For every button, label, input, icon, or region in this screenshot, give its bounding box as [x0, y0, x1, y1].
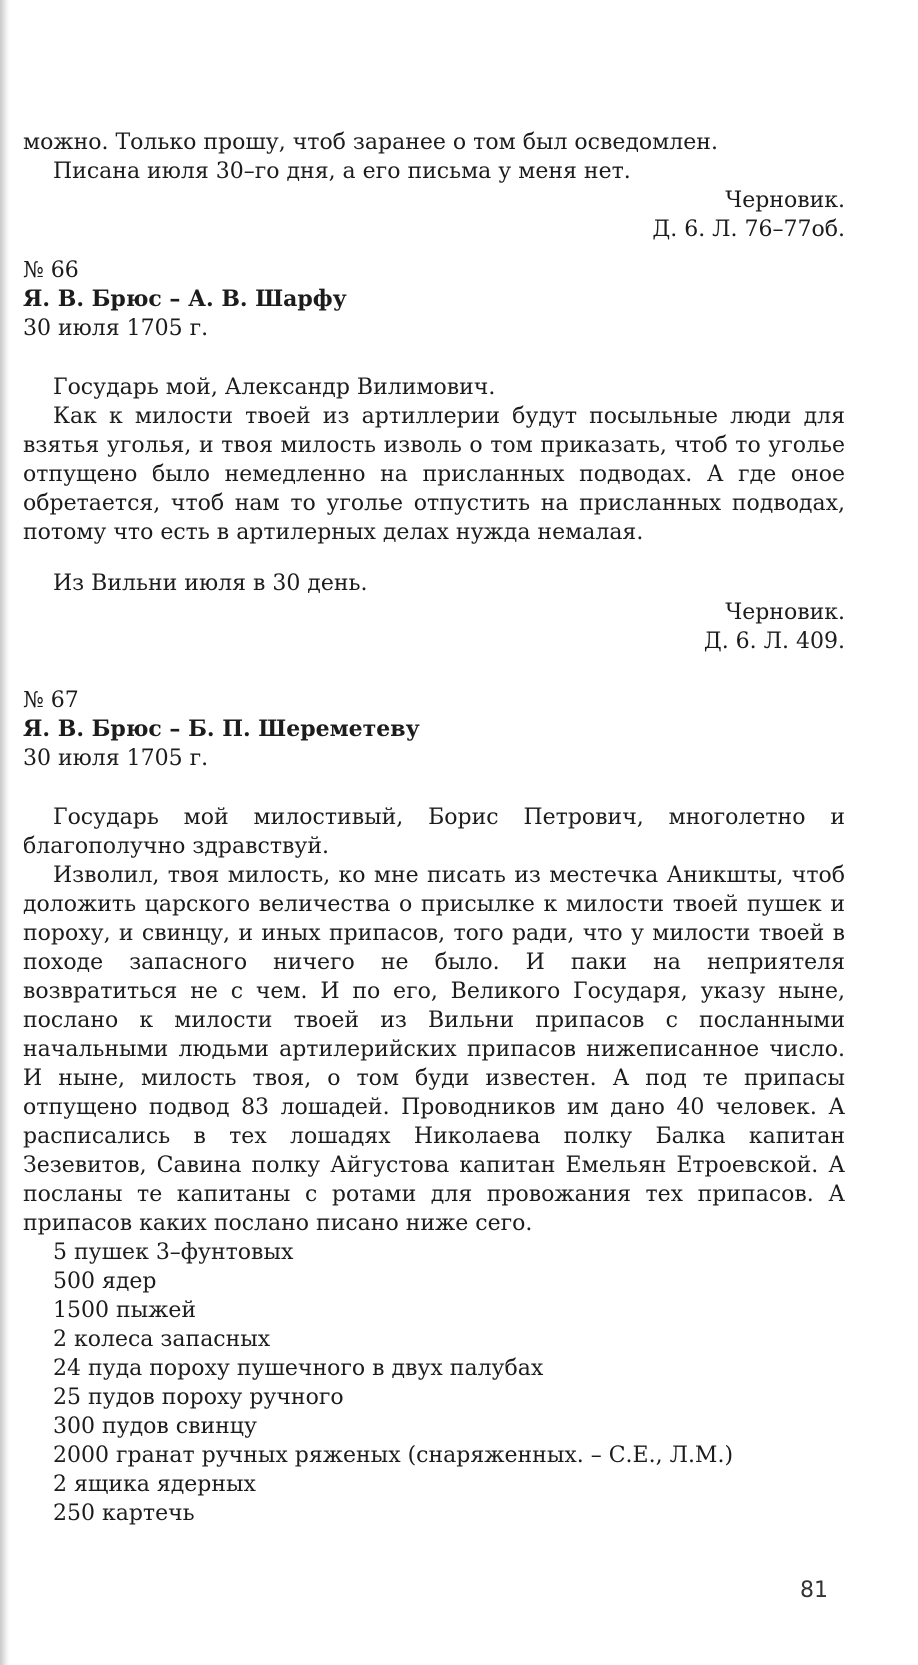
list-item: 5 пушек 3–фунтовых	[53, 1240, 294, 1265]
scan-edge-shadow	[0, 0, 10, 1665]
doc-67-salutation: Государь мой милостивый, Борис Петрович, многолетно и благополучно здравствуй.	[23, 805, 845, 859]
doc-66-closing: Из Вильни июля в 30 день.	[53, 571, 368, 596]
doc-66-salutation: Государь мой, Александр Вилимович.	[53, 375, 496, 400]
document-67	[23, 686, 845, 1528]
list-item: 2 ящика ядерных	[53, 1472, 256, 1497]
doc-67-date: 30 июля 1705 г.	[23, 746, 209, 771]
list-item: 24 пуда пороху пушечного в двух палубах	[53, 1356, 544, 1381]
list-item: 1500 пыжей	[53, 1298, 197, 1323]
list-item: 250 картечь	[53, 1501, 195, 1526]
document-66	[23, 256, 845, 656]
doc-67-number: № 67	[23, 688, 79, 713]
list-item: 25 пудов пороху ручного	[53, 1385, 344, 1410]
list-item: 2000 гранат ручных ряженых (снаряженных. – С.Е., Л.М.)	[53, 1443, 734, 1468]
doc-66-note-ref: Д. 6. Л. 409.	[703, 629, 845, 654]
doc-66-date: 30 июля 1705 г.	[23, 316, 209, 341]
list-item: 500 ядер	[53, 1269, 157, 1294]
doc-67-body: Изволил, твоя милость, ко мне писать из местечка Аникшты, чтоб доложить царского величества о присылке к милости твоей пушек и пороху, и свинцу, и иных припасов, того ради, что у милости твоей в походе запасного ничего не было. И паки на неприятеля возвратиться не с чем. И по его, Великого Государя, указу ныне, послано к милости твоей из Вильни припасов с посланными начальными людьми артилерийских припасов нижеписанное число. И ныне, милость твоя, о том буди известен. А под те припасы отпущено подвод 83 лошадей. Проводников им дано 40 человек. А расписались в тех лошадях Николаева полку Балка капитан Зезевитов, Савина полку Айгустова капитан Емельян Етроевской. А посланы те капитаны с ротами для провожания тех припасов. А припасов каких послано писано ниже сего.	[23, 863, 845, 1236]
doc-67-title: Я. В. Брюс – Б. П. Шереметеву	[23, 716, 420, 742]
doc-66-number: № 66	[23, 258, 79, 283]
doc-66-note-type: Черновик.	[725, 600, 845, 625]
doc-67-supply-list	[23, 1238, 845, 1528]
doc-66-title: Я. В. Брюс – А. В. Шарфу	[23, 286, 347, 312]
list-item: 2 колеса запасных	[53, 1327, 271, 1352]
list-item: 300 пудов свинцу	[53, 1414, 257, 1439]
intro-line-1: можно. Только прошу, чтоб заранее о том был осведомлен.	[23, 130, 718, 155]
intro-note-type: Черновик.	[725, 188, 845, 213]
intro-line-2: Писана июля 30–го дня, а его письма у меня нет.	[53, 159, 631, 184]
intro-note-ref: Д. 6. Л. 76–77об.	[652, 217, 845, 242]
doc-66-body: Как к милости твоей из артиллерии будут посыльные люди для взятья уголья, и твоя милость изволь о том приказать, чтоб то уголье отпущено было немедленно на присланных подводах. А где оное обретается, чтоб нам то уголье отпустить на присланных подводах, потому что есть в артилерных делах нужда немалая.	[23, 404, 845, 545]
page-number: 81	[800, 1578, 828, 1603]
document-page	[23, 128, 845, 1528]
